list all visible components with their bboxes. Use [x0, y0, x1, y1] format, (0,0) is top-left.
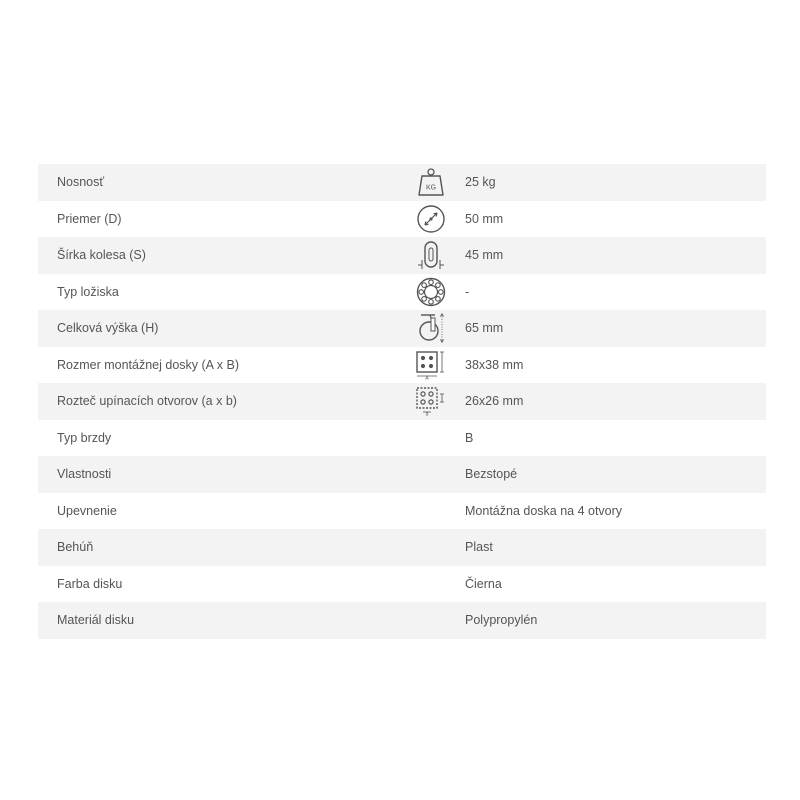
- spec-value: -: [465, 284, 470, 299]
- spec-value: Čierna: [465, 576, 502, 591]
- spec-label: Typ brzdy: [57, 430, 112, 445]
- spec-label: Šírka kolesa (S): [57, 248, 146, 263]
- spec-row-bolt-hole-spacing: [38, 383, 766, 420]
- spec-value: B: [465, 430, 474, 445]
- spec-row-load-capacity: [38, 164, 766, 201]
- spec-label: Celková výška (H): [57, 321, 159, 336]
- spec-value: Bezstopé: [465, 467, 518, 482]
- weight-kg-icon: [398, 164, 464, 200]
- spec-label: Typ ložiska: [57, 284, 119, 299]
- specification-table: [38, 164, 766, 639]
- spec-value: 50 mm: [465, 211, 504, 226]
- spec-row-tread: [38, 529, 766, 566]
- spec-row-bearing-type: [38, 274, 766, 311]
- caster-height-icon: [398, 310, 464, 346]
- spec-label: Nosnosť: [57, 175, 105, 190]
- spec-row-properties: [38, 456, 766, 493]
- spec-value: Montážna doska na 4 otvory: [465, 503, 623, 518]
- spec-row-brake-type: [38, 420, 766, 457]
- mounting-plate-size-icon: [398, 347, 464, 383]
- plate-size-icon-text: A: [425, 375, 429, 380]
- wheel-width-icon: [398, 237, 464, 273]
- spec-label: Farba disku: [57, 576, 123, 591]
- spec-value: 65 mm: [465, 321, 504, 336]
- weight-icon-text: KG: [425, 184, 437, 192]
- wheel-diameter-icon: [398, 201, 464, 237]
- spec-value: Polypropylén: [465, 613, 538, 628]
- spec-label: Vlastnosti: [57, 467, 112, 482]
- spec-value: 38x38 mm: [465, 357, 524, 372]
- spec-label: Behúň: [57, 540, 94, 555]
- spec-value: 25 kg: [465, 175, 496, 190]
- bolt-hole-spacing-icon: [398, 383, 464, 419]
- spec-label: Rozmer montážnej dosky (A x B): [57, 357, 240, 372]
- ball-bearing-icon: [398, 274, 464, 310]
- spec-row-total-height: [38, 310, 766, 347]
- hole-spacing-icon-text: a: [425, 411, 429, 417]
- spec-value: 26x26 mm: [465, 394, 524, 409]
- spec-label: Priemer (D): [57, 211, 122, 226]
- spec-row-diameter: [38, 201, 766, 238]
- spec-row-mounting-plate-size: [38, 347, 766, 384]
- spec-value: 45 mm: [465, 248, 504, 263]
- spec-label: Materiál disku: [57, 613, 135, 628]
- spec-label: Upevnenie: [57, 503, 117, 518]
- spec-row-disc-material: [38, 602, 766, 639]
- spec-row-disc-color: [38, 566, 766, 603]
- spec-value: Plast: [465, 540, 493, 555]
- spec-label: Rozteč upínacích otvorov (a x b): [57, 394, 237, 409]
- spec-row-mounting: [38, 493, 766, 530]
- spec-row-wheel-width: [38, 237, 766, 274]
